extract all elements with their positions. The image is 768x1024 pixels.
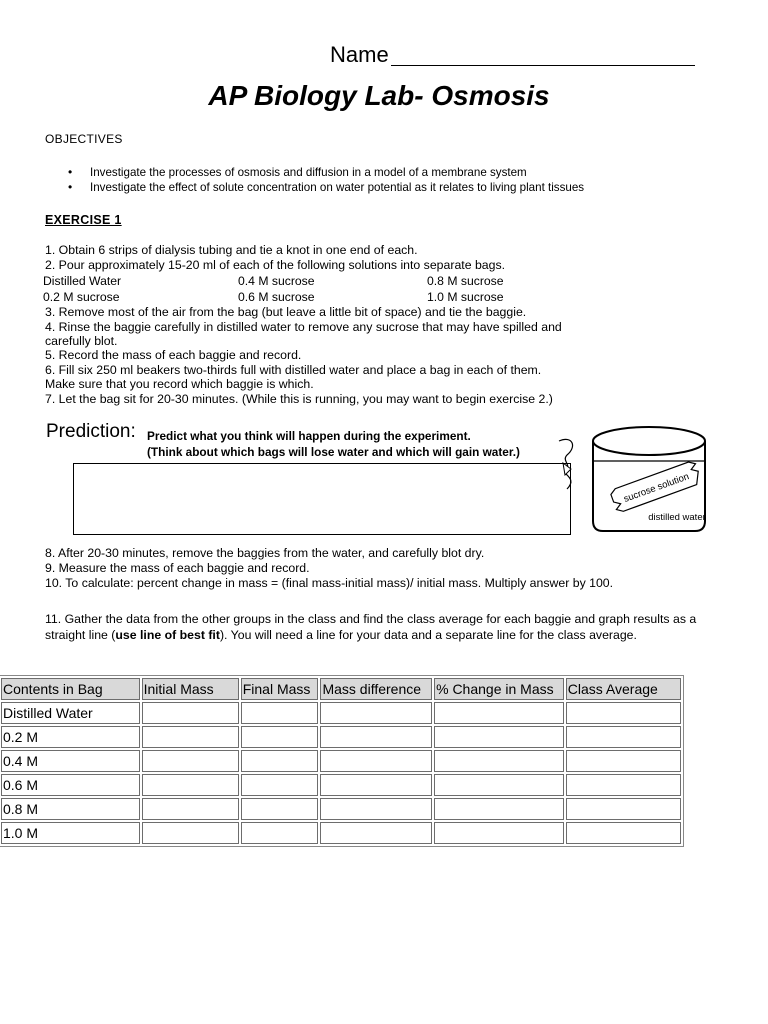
solution-item: 0.6 M sucrose	[238, 290, 315, 304]
table-header-cell: Mass difference	[320, 678, 432, 700]
table-input-cell[interactable]	[241, 750, 319, 772]
table-row	[1, 750, 681, 772]
row-label: 0.8 M	[1, 798, 140, 820]
table-input-cell[interactable]	[434, 822, 564, 844]
table-input-cell[interactable]	[434, 702, 564, 724]
step-item: 10. To calculate: percent change in mass = (final mass-initial mass)/ initial mass. Multiply answer by 100.	[45, 576, 614, 590]
table-input-cell[interactable]	[320, 798, 432, 820]
solution-item: 0.2 M sucrose	[43, 290, 120, 304]
table-input-cell[interactable]	[434, 774, 564, 796]
solution-item: 0.4 M sucrose	[238, 274, 315, 288]
table-input-cell[interactable]	[566, 750, 681, 772]
name-label: Name	[330, 42, 389, 67]
step-item: 3. Remove most of the air from the bag (but leave a little bit of space) and tie the baggie.	[45, 305, 527, 319]
water-label: distilled water	[648, 512, 706, 523]
prediction-answer-box[interactable]	[73, 463, 571, 535]
row-label: 0.4 M	[1, 750, 140, 772]
bag-string	[559, 439, 573, 489]
table-input-cell[interactable]	[142, 702, 239, 724]
solution-item: 0.8 M sucrose	[427, 274, 504, 288]
table-input-cell[interactable]	[142, 750, 239, 772]
prediction-line-2: (Think about which bags will lose water and which will gain water.)	[147, 445, 520, 459]
objectives-heading: OBJECTIVES	[45, 132, 123, 146]
prediction-label: Prediction:	[46, 421, 136, 442]
prediction-line-1: Predict what you think will happen during the experiment.	[147, 429, 471, 443]
table-input-cell[interactable]	[241, 702, 319, 724]
step-item: 1. Obtain 6 strips of dialysis tubing and tie a knot in one end of each.	[45, 243, 418, 257]
step-item: carefully blot.	[45, 334, 118, 348]
table-row	[1, 822, 681, 844]
solution-item: 1.0 M sucrose	[427, 290, 504, 304]
objective-item: • Investigate the effect of solute concentration on water potential as it relates to living plant tissues	[68, 180, 584, 195]
table-input-cell[interactable]	[434, 750, 564, 772]
exercise-heading: EXERCISE 1	[45, 213, 122, 227]
table-header-cell: % Change in Mass	[434, 678, 564, 700]
table-input-cell[interactable]	[142, 726, 239, 748]
step-item: 8. After 20-30 minutes, remove the baggies from the water, and carefully blot dry.	[45, 546, 485, 560]
table-input-cell[interactable]	[566, 726, 681, 748]
step-item: 4. Rinse the baggie carefully in distilled water to remove any sucrose that may have spilled and	[45, 320, 562, 334]
bag-label: sucrose solution	[622, 471, 691, 505]
table-input-cell[interactable]	[142, 774, 239, 796]
beaker-illustration	[555, 425, 725, 537]
table-input-cell[interactable]	[320, 726, 432, 748]
step-item: 7. Let the bag sit for 20-30 minutes. (While this is running, you may want to begin exercise 2.)	[45, 392, 553, 406]
prediction-instructions	[147, 428, 520, 460]
table-input-cell[interactable]	[320, 822, 432, 844]
table-input-cell[interactable]	[434, 798, 564, 820]
step-item: 2. Pour approximately 15-20 ml of each of the following solutions into separate bags.	[45, 258, 506, 272]
table-header-cell: Contents in Bag	[1, 678, 140, 700]
step-11-text-after: ). You will need a line for your data and a separate line for the class average.	[219, 628, 637, 642]
table-input-cell[interactable]	[142, 822, 239, 844]
table-header-cell: Final Mass	[241, 678, 319, 700]
page-title: AP Biology Lab- Osmosis	[208, 80, 550, 111]
step-item: Make sure that you record which baggie is which.	[45, 377, 314, 391]
objective-item: • Investigate the processes of osmosis and diffusion in a model of a membrane system	[68, 165, 584, 180]
dialysis-bag	[610, 460, 703, 513]
table-header-row	[1, 678, 681, 700]
row-label: 0.2 M	[1, 726, 140, 748]
step-item: 9. Measure the mass of each baggie and record.	[45, 561, 310, 575]
table-row	[1, 726, 681, 748]
table-input-cell[interactable]	[566, 798, 681, 820]
table-input-cell[interactable]	[241, 774, 319, 796]
data-table	[0, 675, 684, 847]
table-input-cell[interactable]	[320, 750, 432, 772]
row-label: 0.6 M	[1, 774, 140, 796]
table-row	[1, 774, 681, 796]
table-input-cell[interactable]	[566, 702, 681, 724]
table-input-cell[interactable]	[142, 798, 239, 820]
table-input-cell[interactable]	[566, 774, 681, 796]
table-input-cell[interactable]	[566, 822, 681, 844]
name-blank-line[interactable]	[391, 65, 695, 66]
row-label: 1.0 M	[1, 822, 140, 844]
table-input-cell[interactable]	[241, 822, 319, 844]
solution-item: Distilled Water	[43, 274, 122, 288]
table-row	[1, 798, 681, 820]
table-input-cell[interactable]	[320, 774, 432, 796]
table-row	[1, 702, 681, 724]
row-label: Distilled Water	[1, 702, 140, 724]
step-11	[45, 611, 715, 643]
objectives-list	[68, 165, 584, 195]
beaker-rim	[593, 427, 705, 455]
step-11-bold: use line of best fit	[115, 628, 220, 642]
table-header-cell: Class Average	[566, 678, 681, 700]
table-input-cell[interactable]	[320, 702, 432, 724]
table-header-cell: Initial Mass	[142, 678, 239, 700]
step-11-text-before: 11. Gather the data from the other groups in the class and find the class average for each baggie and graph results as a straight line (	[45, 612, 697, 642]
step-item: 5. Record the mass of each baggie and record.	[45, 348, 302, 362]
table-input-cell[interactable]	[241, 726, 319, 748]
table-input-cell[interactable]	[241, 798, 319, 820]
step-item: 6. Fill six 250 ml beakers two-thirds full with distilled water and place a bag in each of them.	[45, 363, 542, 377]
table-input-cell[interactable]	[434, 726, 564, 748]
